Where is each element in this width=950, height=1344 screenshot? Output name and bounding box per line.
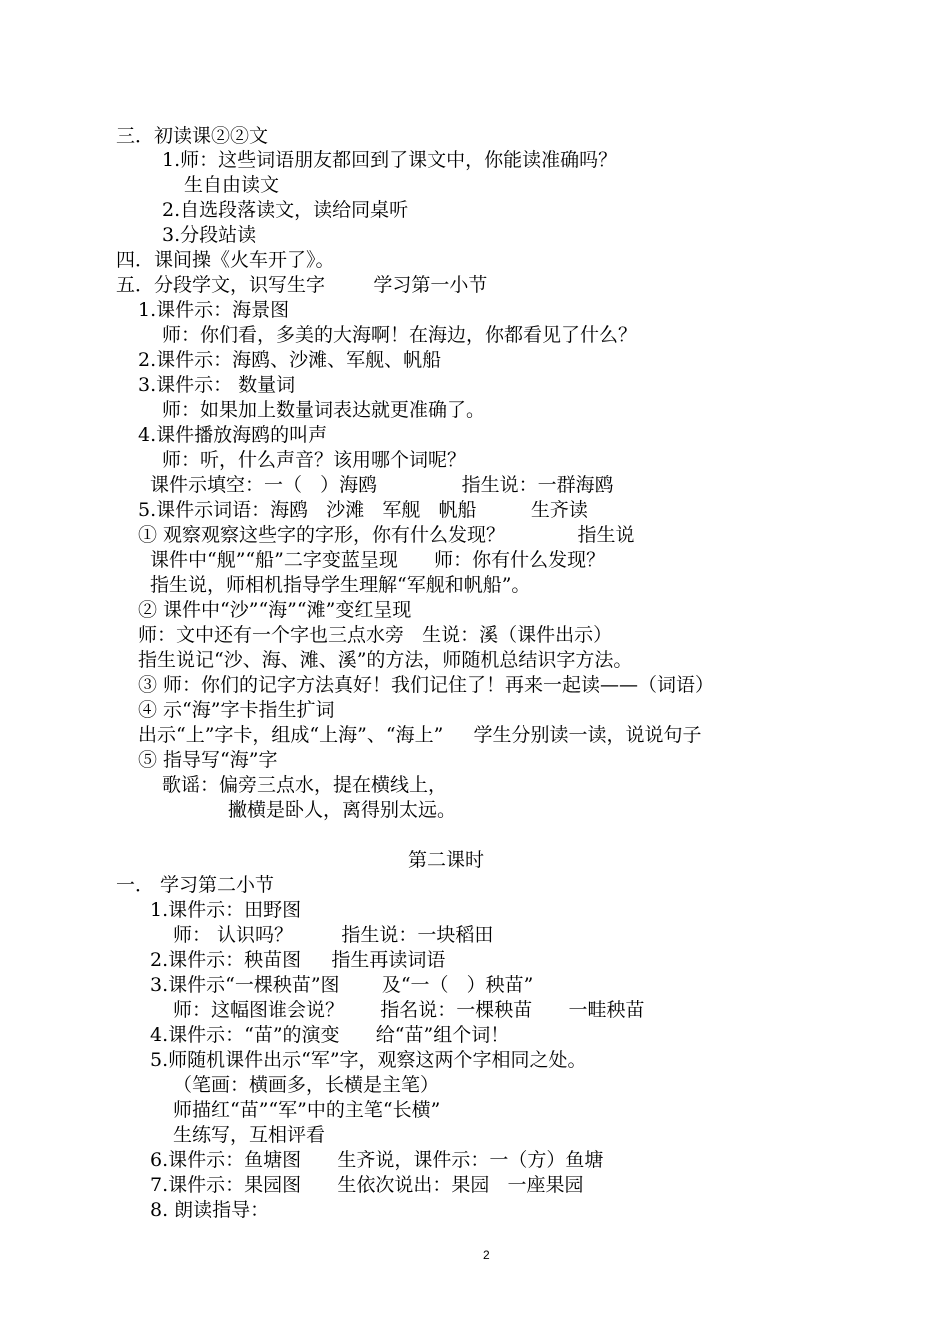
rhyme-line-1: 歌谣：偏旁三点水，提在横线上， <box>162 774 448 796</box>
step-4-note: 出示“上”字卡，组成“上海”、“海上” 学生分别读一读，说说句子 <box>138 724 702 746</box>
step-2: ② 课件中“沙”“海”“滩”变红呈现 <box>138 599 412 621</box>
item-5-3: 3.课件示： 数量词 <box>138 374 296 396</box>
part2-item-8: 8. 朗读指导： <box>150 1199 270 1221</box>
rhyme-line-2: 撇横是卧人，离得别太远。 <box>228 799 457 821</box>
item-3-1-note: 生自由读文 <box>184 174 280 196</box>
section-title: 第二课时 <box>408 849 485 871</box>
step-1-note-2: 指生说，师相机指导学生理解“军舰和帆船”。 <box>150 574 531 596</box>
part2-item-1-teacher: 师： 认识吗？ 指生说：一块稻田 <box>173 924 494 946</box>
step-3: ③ 师：你们的记字方法真好！我们记住了！再来一起读——（词语） <box>138 674 715 696</box>
item-5-4-fill: 课件示填空：一（ ）海鸥 指生说：一群海鸥 <box>150 474 614 496</box>
item-5-3-teacher: 师：如果加上数量词表达就更准确了。 <box>162 399 486 421</box>
item-5-1-teacher: 师：你们看，多美的大海啊！在海边，你都看见了什么？ <box>162 324 638 346</box>
part2-item-7: 7.课件示：果园图 生依次说出：果园 一座果园 <box>150 1174 584 1196</box>
item-5-4-teacher: 师：听，什么声音？该用哪个词呢？ <box>162 449 467 471</box>
item-3-3: 3.分段站读 <box>162 224 257 246</box>
item-5-2: 2.课件示：海鸥、沙滩、军舰、帆船 <box>138 349 442 371</box>
item-5-1: 1.课件示：海景图 <box>138 299 290 321</box>
part2-item-6: 6.课件示：鱼塘图 生齐说，课件示：一（方）鱼塘 <box>150 1149 604 1171</box>
part2-item-2: 2.课件示：秧苗图 指生再读词语 <box>150 949 446 971</box>
step-2-teacher: 师：文中还有一个字也三点水旁 生说：溪（课件出示） <box>138 624 613 646</box>
part2-item-3-teacher: 师：这幅图谁会说？ 指名说：一棵秧苗 一畦秧苗 <box>173 999 645 1021</box>
item-3-1: 1.师：这些词语朋友都回到了课文中，你能读准确吗？ <box>162 149 618 171</box>
part2-item-3: 3.课件示“一棵秧苗”图 及“一（ ）秧苗” <box>150 974 534 996</box>
heading-4: 四．课间操《火车开了》。 <box>116 249 335 271</box>
item-5-4: 4.课件播放海鸥的叫声 <box>138 424 328 446</box>
step-4: ④ 示“海”字卡指生扩词 <box>138 699 335 721</box>
part2-item-5: 5.师随机课件出示“军”字，观察这两个字相同之处。 <box>150 1049 587 1071</box>
item-5-5: 5.课件示词语：海鸥 沙滩 军舰 帆船 生齐读 <box>138 499 588 521</box>
heading-1: 一． 学习第二小节 <box>116 874 275 896</box>
part2-item-5-note: （笔画：横画多，长横是主笔） <box>173 1074 440 1096</box>
part2-item-1: 1.课件示：田野图 <box>150 899 302 921</box>
part2-item-4: 4.课件示：“苗”的演变 给“苗”组个词！ <box>150 1024 510 1046</box>
part2-item-5-teacher: 师描红“苗”“军”中的主笔“长横” <box>173 1099 441 1121</box>
step-1: ① 观察观察这些字的字形，你有什么发现？ 指生说 <box>138 524 635 546</box>
heading-5: 五．分段学文，识写生字 学习第一小节 <box>116 274 488 296</box>
item-3-2: 2.自选段落读文，读给同桌听 <box>162 199 409 221</box>
page-number: 2 <box>483 1248 490 1262</box>
step-2-note: 指生说记“沙、海、滩、溪”的方法，师随机总结识字方法。 <box>138 649 633 671</box>
step-5: ⑤ 指导写“海”字 <box>138 749 278 771</box>
part2-item-5-student: 生练写，互相评看 <box>173 1124 326 1146</box>
step-1-note: 课件中“舰”“船”二字变蓝呈现 师：你有什么发现？ <box>150 549 606 571</box>
heading-3: 三．初读课②②文 <box>116 125 269 147</box>
